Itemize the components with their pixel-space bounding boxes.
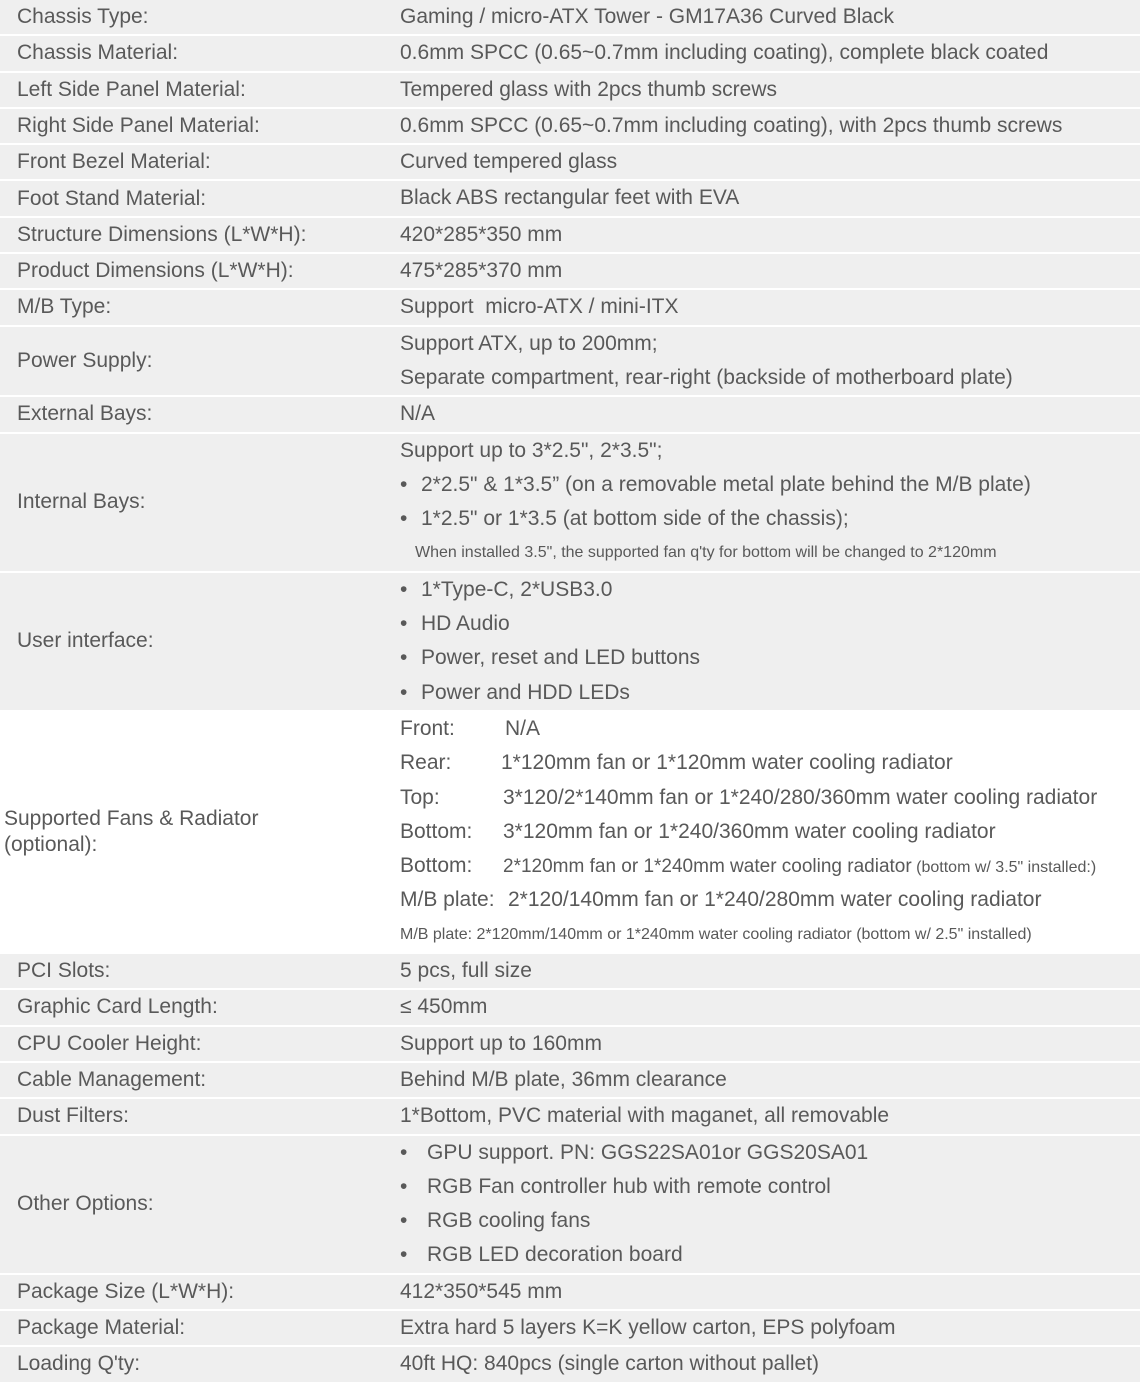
spec-value-line: Black ABS rectangular feet with EVA [400, 186, 740, 210]
bullet-item [400, 468, 1140, 502]
spec-label: Chassis Material: [17, 41, 179, 65]
spec-value [400, 573, 1140, 710]
bullet-item [400, 573, 1140, 607]
spec-label: M/B Type: [17, 295, 112, 319]
spec-row [0, 254, 1140, 290]
spec-label: Right Side Panel Material: [17, 113, 260, 137]
spec-value [400, 0, 1140, 34]
spec-label: Chassis Type: [17, 5, 149, 29]
spec-row [0, 1311, 1140, 1347]
bullet-item [400, 1204, 1140, 1238]
bullet-text: Power, reset and LED buttons [421, 646, 700, 670]
spec-row [0, 573, 1140, 712]
spec-value-line: Behind M/B plate, 36mm clearance [400, 1067, 727, 1091]
spec-value [400, 290, 1140, 324]
spec-value-line: Support up to 160mm [400, 1031, 602, 1055]
spec-label: CPU Cooler Height: [17, 1031, 202, 1055]
spec-value [400, 397, 1140, 431]
fan-line [400, 781, 1140, 815]
spec-label: Left Side Panel Material: [17, 77, 246, 101]
spec-row [0, 218, 1140, 254]
fan-position: M/B plate: [400, 888, 495, 912]
bullet-icon: • [400, 646, 408, 670]
fan-spec: 3*120/2*140mm fan or 1*240/280/360mm water cooling radiator [503, 785, 1098, 809]
spec-label: Foot Stand Material: [17, 186, 207, 210]
bullet-icon: • [400, 472, 408, 496]
bullet-icon: • [400, 1174, 408, 1198]
fan-spec: N/A [505, 716, 541, 740]
spec-value-line: 40ft HQ: 840pcs (single carton without pallet) [400, 1352, 820, 1376]
spec-value-line: Support ATX, up to 200mm; [400, 331, 658, 355]
spec-row [0, 145, 1140, 181]
fan-line [400, 815, 1140, 849]
spec-label: Dust Filters: [17, 1104, 130, 1128]
bullet-icon: • [400, 577, 408, 601]
bullet-item [400, 607, 1140, 641]
fan-position: Front: [400, 716, 455, 740]
spec-label: Graphic Card Length: [17, 995, 218, 1019]
bullet-text: 1*Type-C, 2*USB3.0 [421, 577, 613, 601]
bullet-text: HD Audio [421, 612, 510, 636]
spec-label: Other Options: [17, 1191, 154, 1215]
bullet-text: 2*2.5" & 1*3.5” (on a removable metal plate behind the M/B plate) [421, 472, 1031, 496]
spec-row [0, 434, 1140, 573]
spec-value-line: Support up to 3*2.5", 2*3.5"; [400, 438, 663, 462]
bullet-item [400, 1238, 1140, 1272]
spec-value [400, 181, 1140, 215]
spec-value [400, 145, 1140, 179]
spec-value-line: Tempered glass with 2pcs thumb screws [400, 77, 777, 101]
spec-value [400, 254, 1140, 288]
fan-spec: 2*120mm fan or 1*240mm water cooling radiator [503, 856, 912, 878]
spec-value [400, 73, 1140, 107]
bullet-text: RGB LED decoration board [427, 1243, 683, 1267]
spec-label: Supported Fans & Radiator (optional): [4, 806, 259, 856]
spec-value-line: Extra hard 5 layers K=K yellow carton, EPS polyfoam [400, 1315, 896, 1339]
fan-position: Bottom: [400, 819, 473, 843]
fan-position: Bottom: [400, 854, 473, 878]
spec-value [400, 954, 1140, 988]
spec-value-line: 412*350*545 mm [400, 1279, 563, 1303]
spec-note: When installed 3.5", the supported fan q'ty for bottom will be changed to 2*120mm [415, 544, 997, 562]
spec-row [0, 1275, 1140, 1311]
spec-row [0, 1099, 1140, 1135]
bullet-text: 1*2.5" or 1*3.5 (at bottom side of the chassis); [421, 507, 849, 531]
spec-row [0, 397, 1140, 433]
spec-row [0, 109, 1140, 145]
bullet-icon: • [400, 1209, 408, 1233]
spec-row [0, 290, 1140, 326]
spec-row [0, 1027, 1140, 1063]
bullet-text: GPU support. PN: GGS22SA01or GGS20SA01 [427, 1140, 869, 1164]
spec-value-line: 0.6mm SPCC (0.65~0.7mm including coating), with 2pcs thumb screws [400, 113, 1063, 137]
bullet-item [400, 641, 1140, 675]
bullet-icon: • [400, 1243, 408, 1267]
bullet-icon: • [400, 1140, 408, 1164]
spec-value [400, 1136, 1140, 1273]
spec-row [0, 181, 1140, 217]
spec-label: Product Dimensions (L*W*H): [17, 259, 294, 283]
bullet-text: Power and HDD LEDs [421, 680, 630, 704]
spec-label: Structure Dimensions (L*W*H): [17, 222, 307, 246]
spec-value [400, 1347, 1140, 1381]
fan-spec: 3*120mm fan or 1*240/360mm water cooling radiator [503, 819, 996, 843]
fan-note: (bottom w/ 3.5" installed:) [911, 859, 1097, 877]
spec-row [0, 1063, 1140, 1099]
fan-line [400, 849, 1140, 883]
spec-row [0, 327, 1140, 398]
spec-row [0, 1136, 1140, 1275]
spec-label: Cable Management: [17, 1067, 207, 1091]
spec-value-line: N/A [400, 402, 436, 426]
spec-value-line: ≤ 450mm [400, 995, 488, 1019]
spec-value [400, 36, 1140, 70]
spec-label: Loading Q'ty: [17, 1352, 141, 1376]
spec-value [400, 327, 1140, 396]
spec-row [0, 36, 1140, 72]
fan-line [400, 883, 1140, 917]
spec-value [400, 218, 1140, 252]
spec-label: External Bays: [17, 402, 153, 426]
spec-value-line: Support micro-ATX / mini-ITX [400, 295, 679, 319]
spec-row [0, 1347, 1140, 1383]
fan-position: Top: [400, 785, 440, 809]
fan-line [400, 746, 1140, 780]
spec-value [400, 434, 1140, 571]
spec-label: Package Material: [17, 1316, 186, 1339]
spec-label: Package Size (L*W*H): [17, 1279, 235, 1303]
spec-value-line: Curved tempered glass [400, 150, 618, 174]
spec-value-line: 420*285*350 mm [400, 222, 563, 246]
spec-row [0, 73, 1140, 109]
spec-note: M/B plate: 2*120mm/140mm or 1*240mm water cooling radiator (bottom w/ 2.5" installed) [400, 925, 1032, 943]
bullet-text: RGB Fan controller hub with remote control [427, 1174, 831, 1198]
bullet-icon: • [400, 507, 408, 531]
bullet-item [400, 502, 1140, 536]
spec-label: PCI Slots: [17, 959, 111, 983]
spec-label: User interface: [17, 629, 154, 653]
spec-label: Power Supply: [17, 348, 153, 372]
fan-line [400, 712, 1140, 746]
fan-position: Rear: [400, 751, 452, 775]
spec-value [400, 109, 1140, 143]
bullet-item [400, 676, 1140, 710]
bullet-item [400, 1136, 1140, 1170]
bullet-item [400, 1170, 1140, 1204]
spec-value-line: Gaming / micro-ATX Tower - GM17A36 Curved Black [400, 5, 895, 28]
spec-value [400, 712, 1140, 952]
spec-value-line: Separate compartment, rear-right (backside of motherboard plate) [400, 365, 1013, 389]
spec-value [400, 990, 1140, 1024]
fan-spec: 2*120/140mm fan or 1*240/280mm water cooling radiator [508, 888, 1042, 912]
spec-label: Front Bezel Material: [17, 150, 211, 174]
fan-spec: 1*120mm fan or 1*120mm water cooling radiator [501, 751, 953, 775]
spec-value [400, 1311, 1140, 1345]
spec-row [0, 990, 1140, 1026]
bullet-text: RGB cooling fans [427, 1209, 591, 1233]
spec-row [0, 712, 1140, 954]
spec-value [400, 1063, 1140, 1097]
spec-value-line: 5 pcs, full size [400, 959, 532, 983]
spec-value [400, 1275, 1140, 1309]
bullet-icon: • [400, 612, 408, 636]
spec-label: Internal Bays: [17, 490, 146, 514]
spec-value [400, 1027, 1140, 1061]
spec-row [0, 0, 1140, 36]
spec-value-line: 475*285*370 mm [400, 259, 563, 283]
spec-value-line: 1*Bottom, PVC material with maganet, all removable [400, 1104, 890, 1128]
spec-value-line: 0.6mm SPCC (0.65~0.7mm including coating), complete black coated [400, 41, 1049, 65]
spec-row [0, 954, 1140, 990]
spec-value [400, 1099, 1140, 1133]
bullet-icon: • [400, 680, 408, 704]
